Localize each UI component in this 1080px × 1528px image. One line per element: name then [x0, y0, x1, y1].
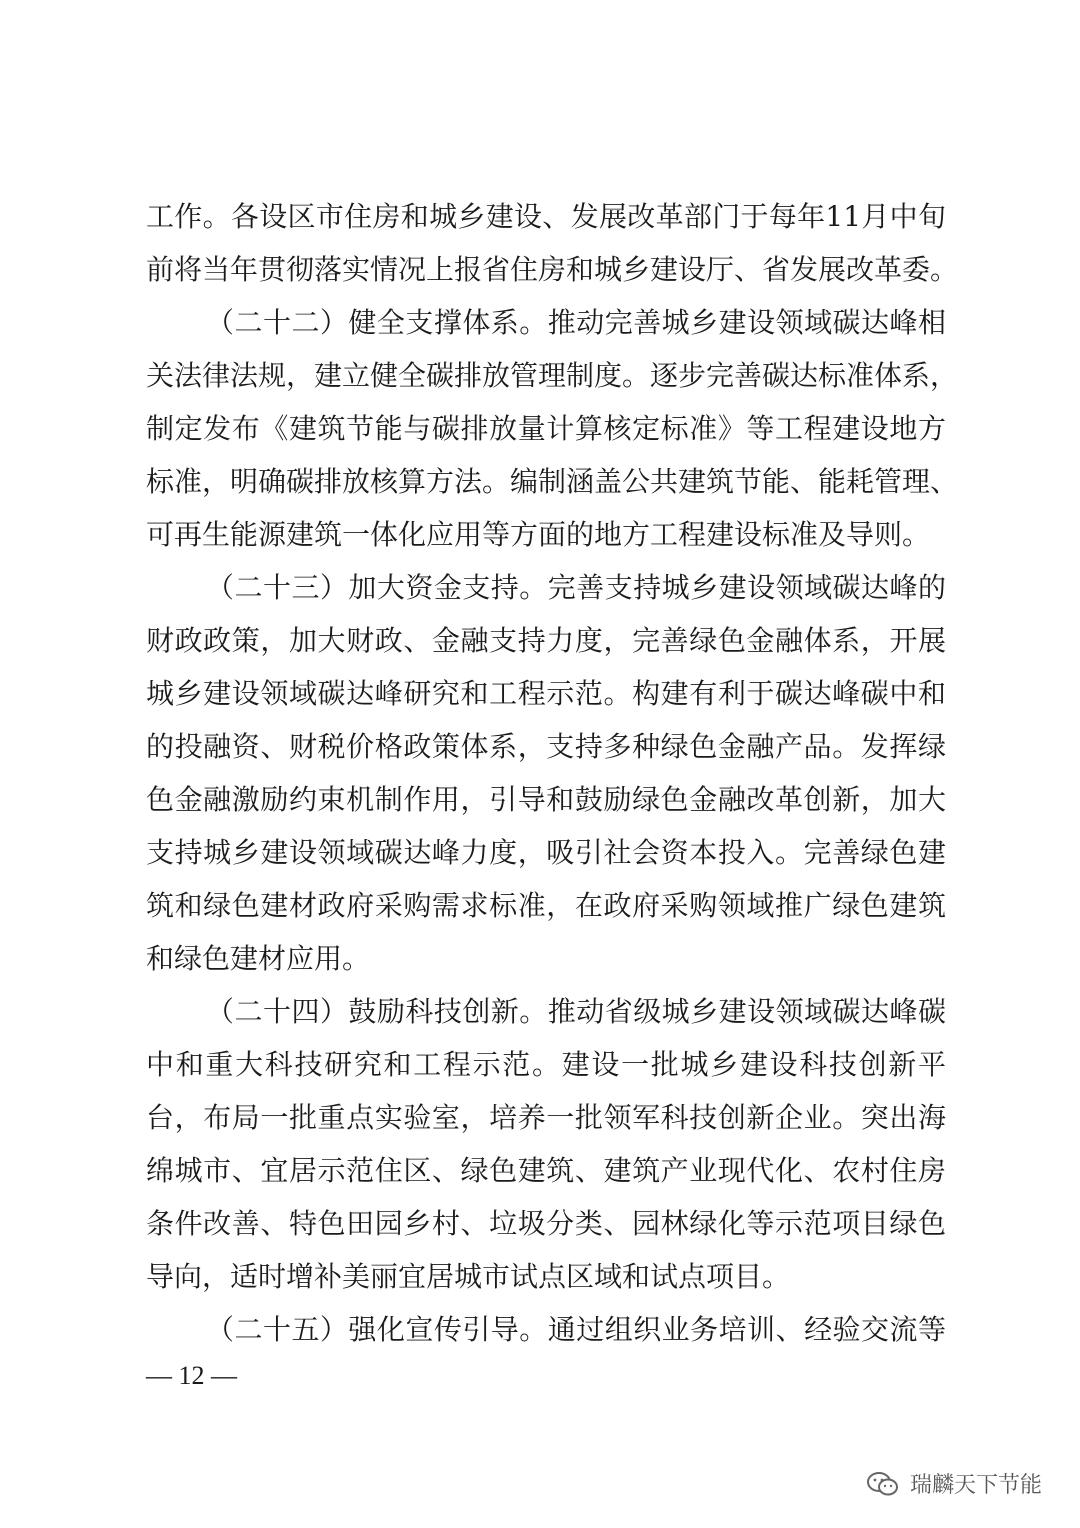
text-line: 导向，适时增补美丽宜居城市试点区域和试点项目。 — [146, 1260, 791, 1293]
text-line: 制定发布《建筑节能与碳排放量计算核定标准》等工程建设地方 — [146, 412, 946, 445]
text-line: 和绿色建材应用。 — [146, 942, 371, 975]
text-line: 色金融激励约束机制作用，引导和鼓励绿色金融改革创新，加大 — [146, 783, 946, 816]
watermark-text: 瑞麟天下节能 — [909, 1473, 1042, 1498]
text-line: 可再生能源建筑一体化应用等方面的地方工程建设标准及导则。 — [146, 518, 931, 551]
text-line: 筑和绿色建材政府采购需求标准，在政府采购领域推广绿色建筑 — [146, 889, 946, 922]
section-heading-line: （二十四）鼓励科技创新。推动省级城乡建设领域碳达峰碳 — [206, 995, 946, 1028]
text-line: 台，布局一批重点实验室，培养一批领军科技创新企业。突出海 — [146, 1101, 946, 1134]
text-line: 中和重大科技研究和工程示范。建设一批城乡建设科技创新平 — [146, 1048, 946, 1081]
text-line: 绵城市、宜居示范住区、绿色建筑、建筑产业现代化、农村住房 — [146, 1154, 946, 1187]
text-line: 条件改善、特色田园乡村、垃圾分类、园林绿化等示范项目绿色 — [146, 1207, 946, 1240]
watermark — [866, 1468, 1042, 1499]
section-heading-line: （二十五）强化宣传引导。通过组织业务培训、经验交流等 — [206, 1313, 946, 1346]
text-line: 支持城乡建设领域碳达峰力度，吸引社会资本投入。完善绿色建 — [146, 836, 946, 869]
text-line: 前将当年贯彻落实情况上报省住房和城乡建设厅、省发展改革委。 — [146, 253, 959, 286]
text-line: 的投融资、财税价格政策体系，支持多种绿色金融产品。发挥绿 — [146, 730, 946, 763]
document-body — [146, 190, 959, 1356]
text-line: 关法律法规，建立健全碳排放管理制度。逐步完善碳达标准体系， — [146, 359, 959, 392]
page-number: — 12 — — [146, 1361, 237, 1390]
text-line: 财政政策，加大财政、金融支持力度，完善绿色金融体系，开展 — [146, 624, 946, 657]
wechat-icon — [866, 1471, 900, 1497]
text-line: 标准，明确碳排放核算方法。编制涵盖公共建筑节能、能耗管理、 — [146, 465, 959, 498]
text-line: 工作。各设区市住房和城乡建设、发展改革部门于每年11月中旬 — [146, 200, 946, 233]
section-heading-line: （二十三）加大资金支持。完善支持城乡建设领域碳达峰的 — [206, 571, 946, 604]
text-line: 城乡建设领域碳达峰研究和工程示范。构建有利于碳达峰碳中和 — [146, 677, 946, 710]
section-heading-line: （二十二）健全支撑体系。推动完善城乡建设领域碳达峰相 — [206, 306, 946, 339]
